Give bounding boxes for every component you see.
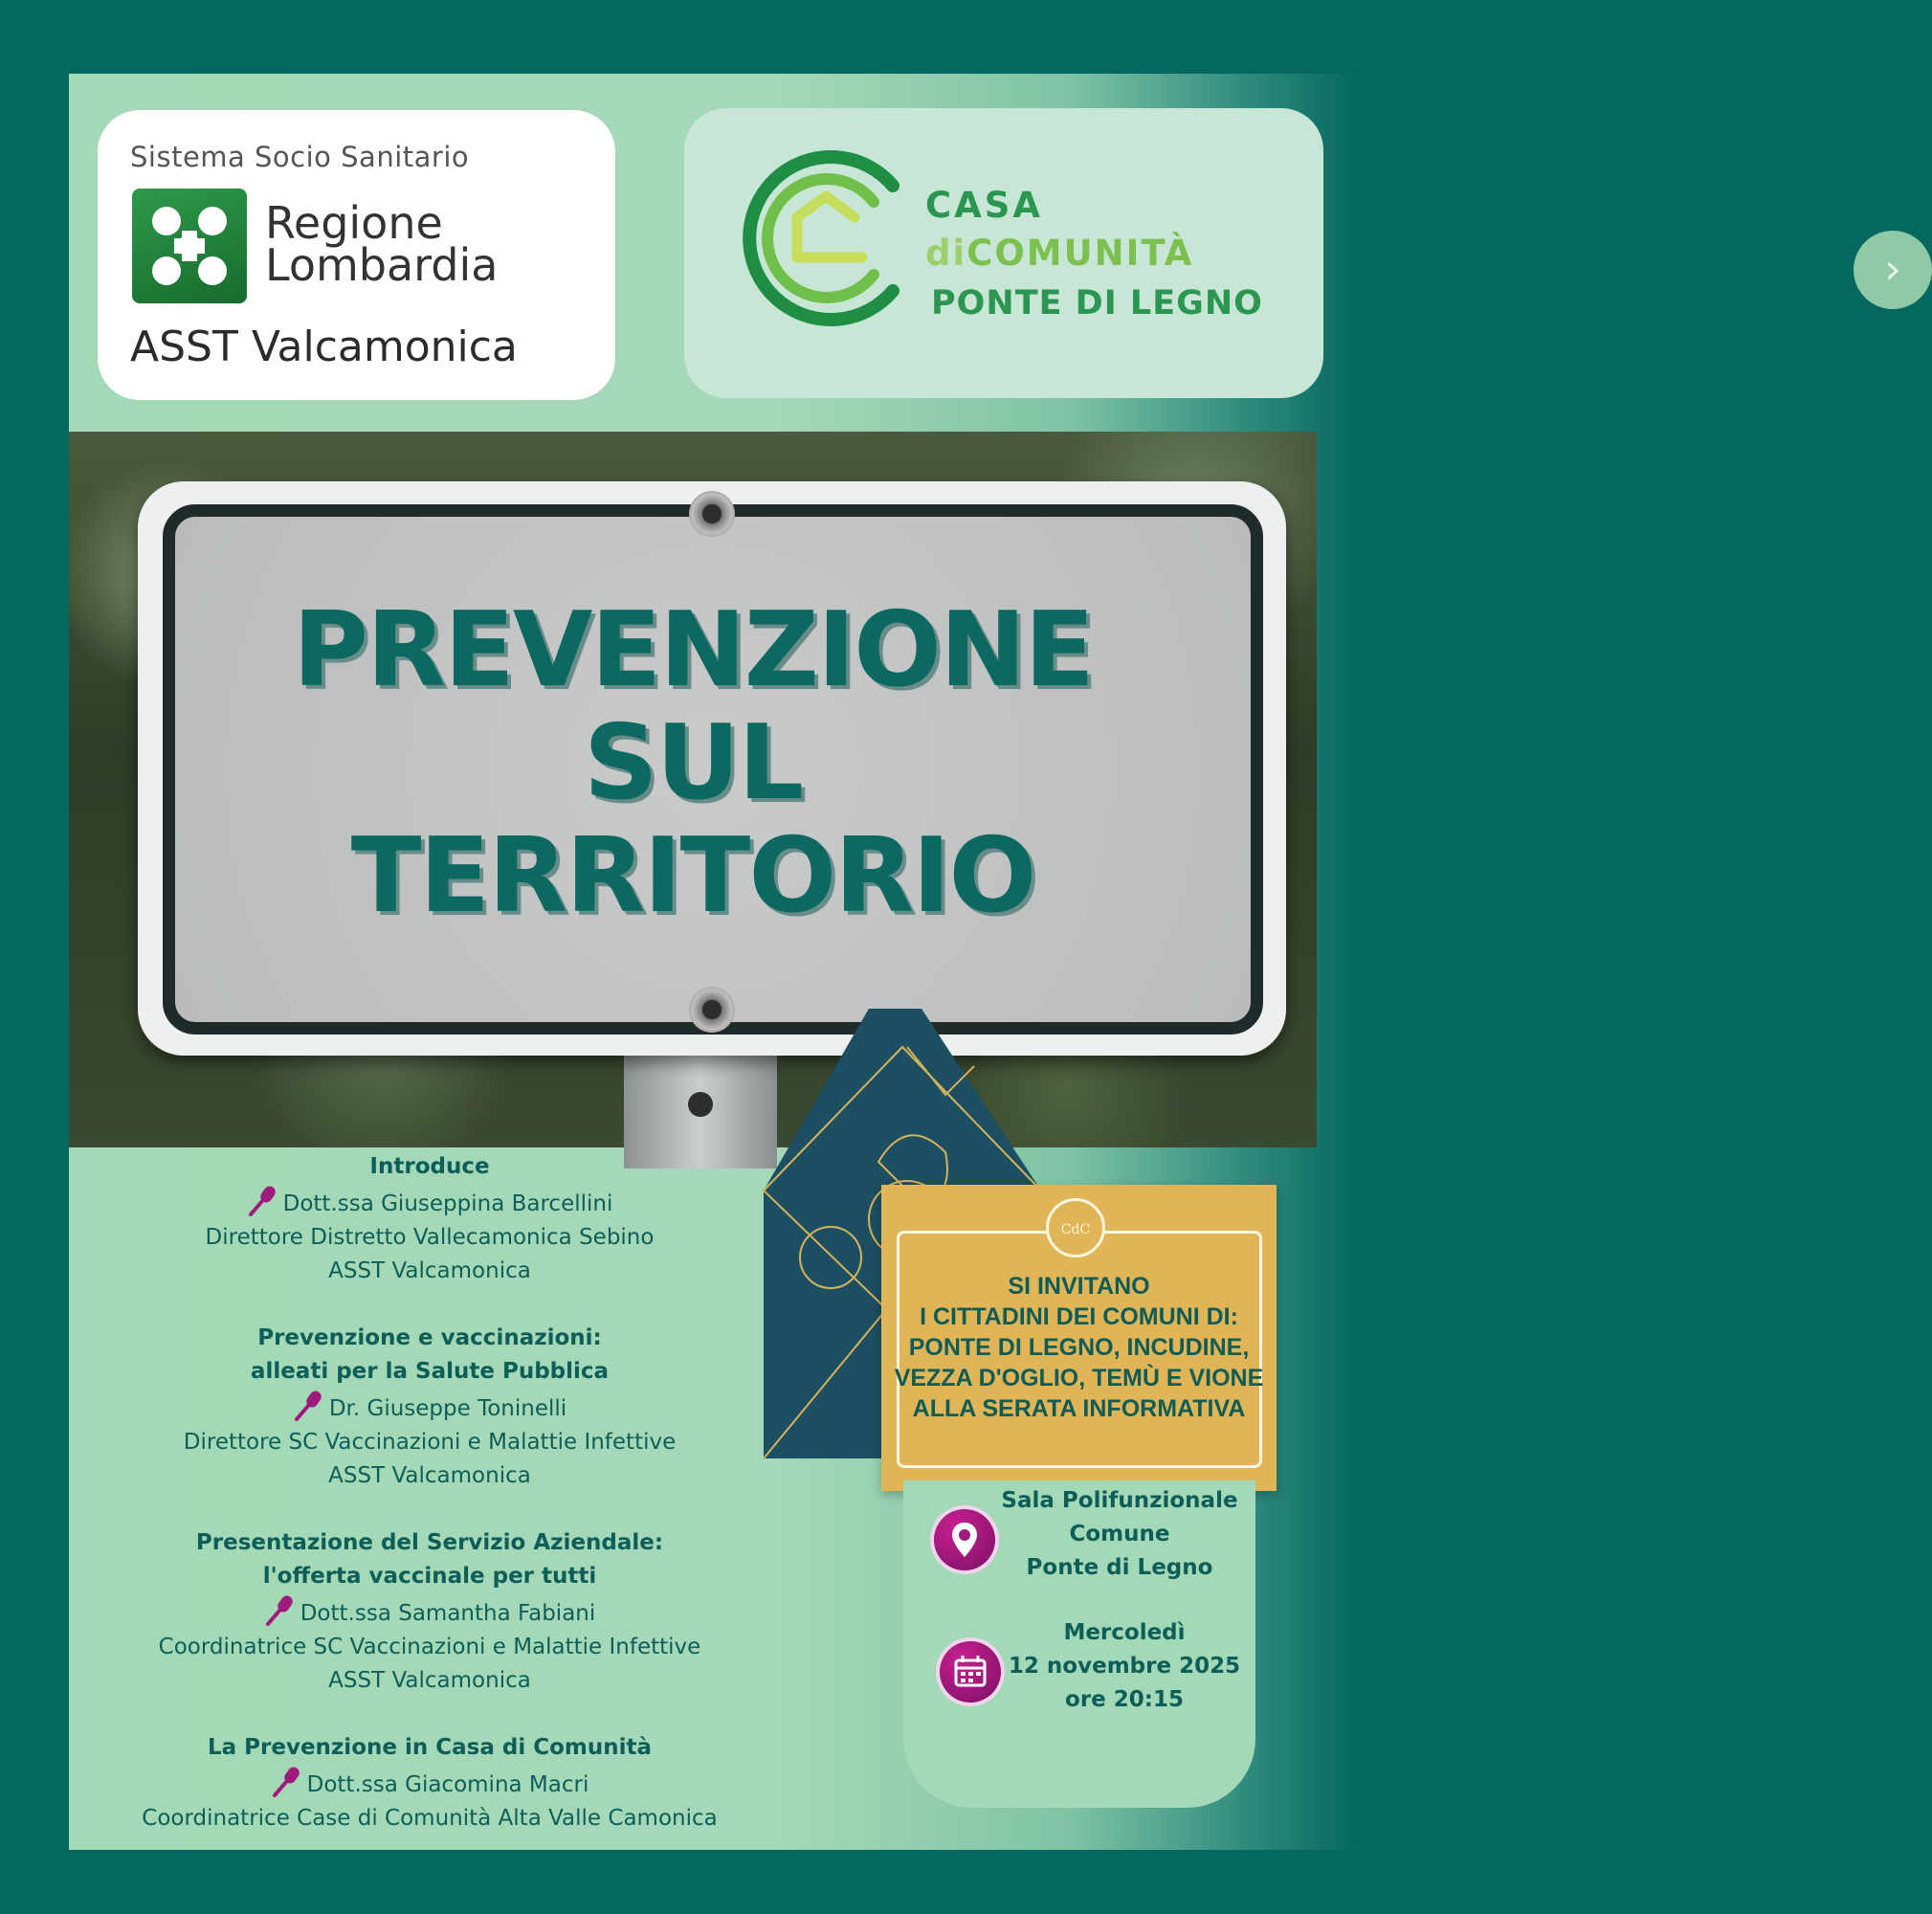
poster xyxy=(69,74,1901,1850)
asst-name: ASST Valcamonica xyxy=(130,323,518,371)
bolt-bottom-icon xyxy=(689,987,735,1033)
invite-card xyxy=(881,1185,1277,1491)
date-line: Mercoledì xyxy=(1063,1620,1186,1645)
program-item xyxy=(119,1150,741,1288)
logo-line-lombardia: Lombardia xyxy=(265,239,499,291)
program-item xyxy=(119,1526,741,1698)
date-text xyxy=(999,1616,1250,1717)
invite-line: PONTE DI LEGNO, INCUDINE, xyxy=(908,1334,1250,1361)
program-heading: l'offerta vaccinale per tutti xyxy=(262,1564,597,1589)
speaker-org: ASST Valcamonica xyxy=(328,1463,531,1488)
logo-comunita: COMUNITÀ xyxy=(966,233,1194,274)
speaker-org: ASST Valcamonica xyxy=(328,1258,531,1283)
microphone-icon xyxy=(264,1593,297,1626)
logo-di: di xyxy=(925,233,967,274)
bolt-top-icon xyxy=(689,491,735,537)
invite-line: VEZZA D'OGLIO, TEMÙ E VIONE xyxy=(894,1365,1264,1391)
program-heading: La Prevenzione in Casa di Comunità xyxy=(207,1735,653,1760)
speaker-org: ASST Valcamonica xyxy=(328,1668,531,1693)
title-line-2: SUL xyxy=(583,703,803,823)
location-pin-icon xyxy=(934,1509,995,1570)
speaker-role: Coordinatrice SC Vaccinazioni e Malattie Infettive xyxy=(158,1635,701,1659)
program-heading: Presentazione del Servizio Aziendale: xyxy=(195,1530,664,1555)
speaker-name: Dr. Giuseppe Toninelli xyxy=(328,1396,567,1421)
speaker-line xyxy=(119,1389,741,1426)
event-info-card xyxy=(903,1480,1255,1808)
microphone-icon xyxy=(247,1184,279,1216)
title-line-3: TERRITORIO xyxy=(350,816,1035,936)
invite-seal-icon xyxy=(1046,1198,1105,1257)
logo-ponte-di-legno: PONTE DI LEGNO xyxy=(931,284,1263,323)
regione-lombardia-logo-icon xyxy=(132,189,247,303)
speaker-line xyxy=(119,1765,741,1802)
sign-post-hole xyxy=(688,1092,713,1117)
regione-lombardia-name xyxy=(265,197,499,291)
title-line-1: PREVENZIONE xyxy=(292,590,1094,710)
venue-line: Sala Polifunzionale xyxy=(1001,1488,1238,1513)
date-line: 12 novembre 2025 xyxy=(1008,1654,1241,1679)
invite-seal-text: CdC xyxy=(1060,1222,1091,1237)
invite-line: ALLA SERATA INFORMATIVA xyxy=(912,1395,1246,1422)
date-line: ore 20:15 xyxy=(1065,1687,1184,1712)
speaker-name: Dott.ssa Giuseppina Barcellini xyxy=(282,1191,613,1216)
microphone-icon xyxy=(271,1765,303,1797)
next-arrow-button[interactable] xyxy=(1854,231,1932,309)
logo-subtitle: Sistema Socio Sanitario xyxy=(130,141,470,173)
casa-di-comunita-logo-icon xyxy=(730,143,912,334)
invite-line: SI INVITANO xyxy=(1008,1273,1150,1300)
speaker-role: Coordinatrice Case di Comunità Alta Valle Camonica xyxy=(142,1806,718,1831)
program-heading: Prevenzione e vaccinazioni: xyxy=(257,1325,602,1350)
page-title xyxy=(69,590,1317,936)
program-list xyxy=(119,1150,741,1836)
venue-line: Comune xyxy=(1069,1522,1170,1547)
speaker-name: Dott.ssa Giacomina Macri xyxy=(306,1772,589,1797)
program-heading: alleati per la Salute Pubblica xyxy=(250,1359,610,1384)
casa-di-comunita-logo-card xyxy=(684,108,1901,398)
speaker-line xyxy=(119,1593,741,1631)
speaker-role: Direttore Distretto Vallecamonica Sebino xyxy=(205,1225,655,1250)
microphone-icon xyxy=(293,1389,325,1421)
program-heading: Introduce xyxy=(369,1154,490,1179)
venue-text xyxy=(995,1484,1244,1585)
chevron-right-icon: › xyxy=(1884,245,1901,294)
venue-line: Ponte di Legno xyxy=(1026,1555,1213,1580)
regione-lombardia-logo-card xyxy=(98,110,615,400)
invite-line: I CITTADINI DEI COMUNI DI: xyxy=(920,1303,1238,1330)
program-item xyxy=(119,1731,741,1836)
logo-casa: CASA xyxy=(925,185,1044,226)
invite-text xyxy=(881,1271,1277,1424)
logo-di-comunita xyxy=(925,233,1193,274)
speaker-line xyxy=(119,1184,741,1221)
logo-line-regione: Regione xyxy=(265,197,443,249)
speaker-name: Dott.ssa Samantha Fabiani xyxy=(300,1601,596,1626)
speaker-role: Direttore SC Vaccinazioni e Malattie Infettive xyxy=(183,1430,677,1455)
program-item xyxy=(119,1322,741,1493)
calendar-icon xyxy=(940,1641,1001,1703)
sign-photo xyxy=(69,432,1317,1147)
